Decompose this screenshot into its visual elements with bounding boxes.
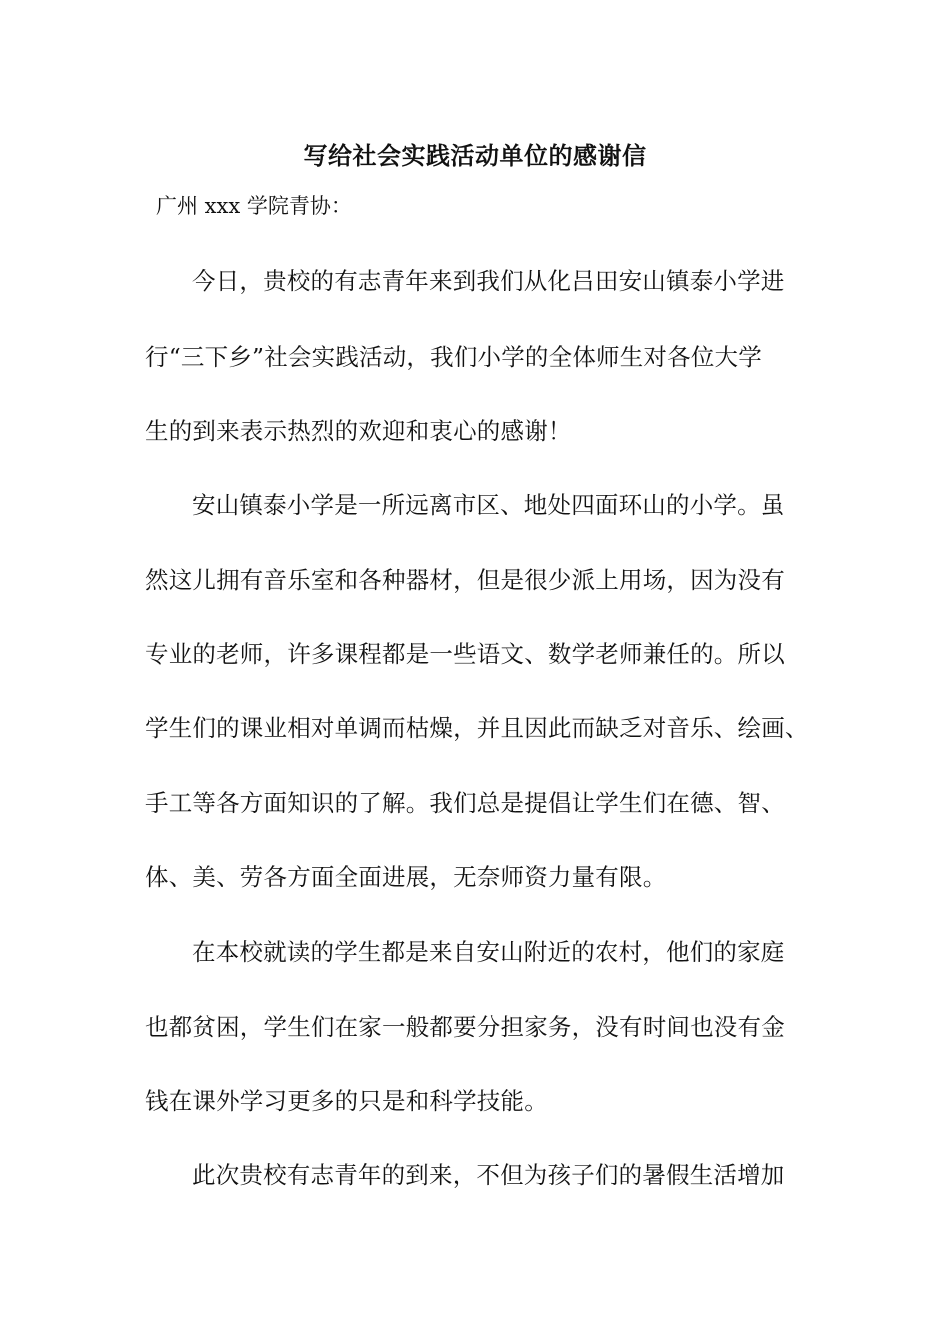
paragraph-line: 然这儿拥有音乐室和各种器材，但是很少派上用场，因为没有	[145, 566, 785, 594]
paragraph-line: 生的到来表示热烈的欢迎和衷心的感谢！	[145, 417, 572, 445]
paragraph-line: 学生们的课业相对单调而枯燥，并且因此而缺乏对音乐、绘画、	[145, 714, 809, 742]
paragraph-line: 专业的老师，许多课程都是一些语文、数学老师兼任的。所以	[145, 640, 785, 668]
paragraph-line: 行“三下乡”社会实践活动，我们小学的全体师生对各位大学	[145, 343, 762, 371]
paragraph-line: 钱在课外学习更多的只是和科学技能。	[145, 1087, 548, 1115]
paragraph-line: 体、美、劳各方面全面进展，无奈师资力量有限。	[145, 863, 667, 891]
paragraph-line: 也都贫困，学生们在家一般都要分担家务，没有时间也没有金	[145, 1013, 785, 1041]
paragraph-line: 今日，贵校的有志青年来到我们从化吕田安山镇泰小学进	[192, 267, 785, 295]
salutation: 广州 xxx 学院青协：	[156, 194, 352, 218]
paragraph-line: 此次贵校有志青年的到来，不但为孩子们的暑假生活增加	[192, 1161, 785, 1189]
letter-title: 写给社会实践活动单位的感谢信	[303, 141, 647, 170]
paragraph-line: 安山镇泰小学是一所远离市区、地处四面环山的小学。虽	[192, 491, 785, 519]
paragraph-line: 手工等各方面知识的了解。我们总是提倡让学生们在德、智、	[145, 789, 785, 817]
paragraph-line: 在本校就读的学生都是来自安山附近的农村，他们的家庭	[192, 938, 785, 966]
